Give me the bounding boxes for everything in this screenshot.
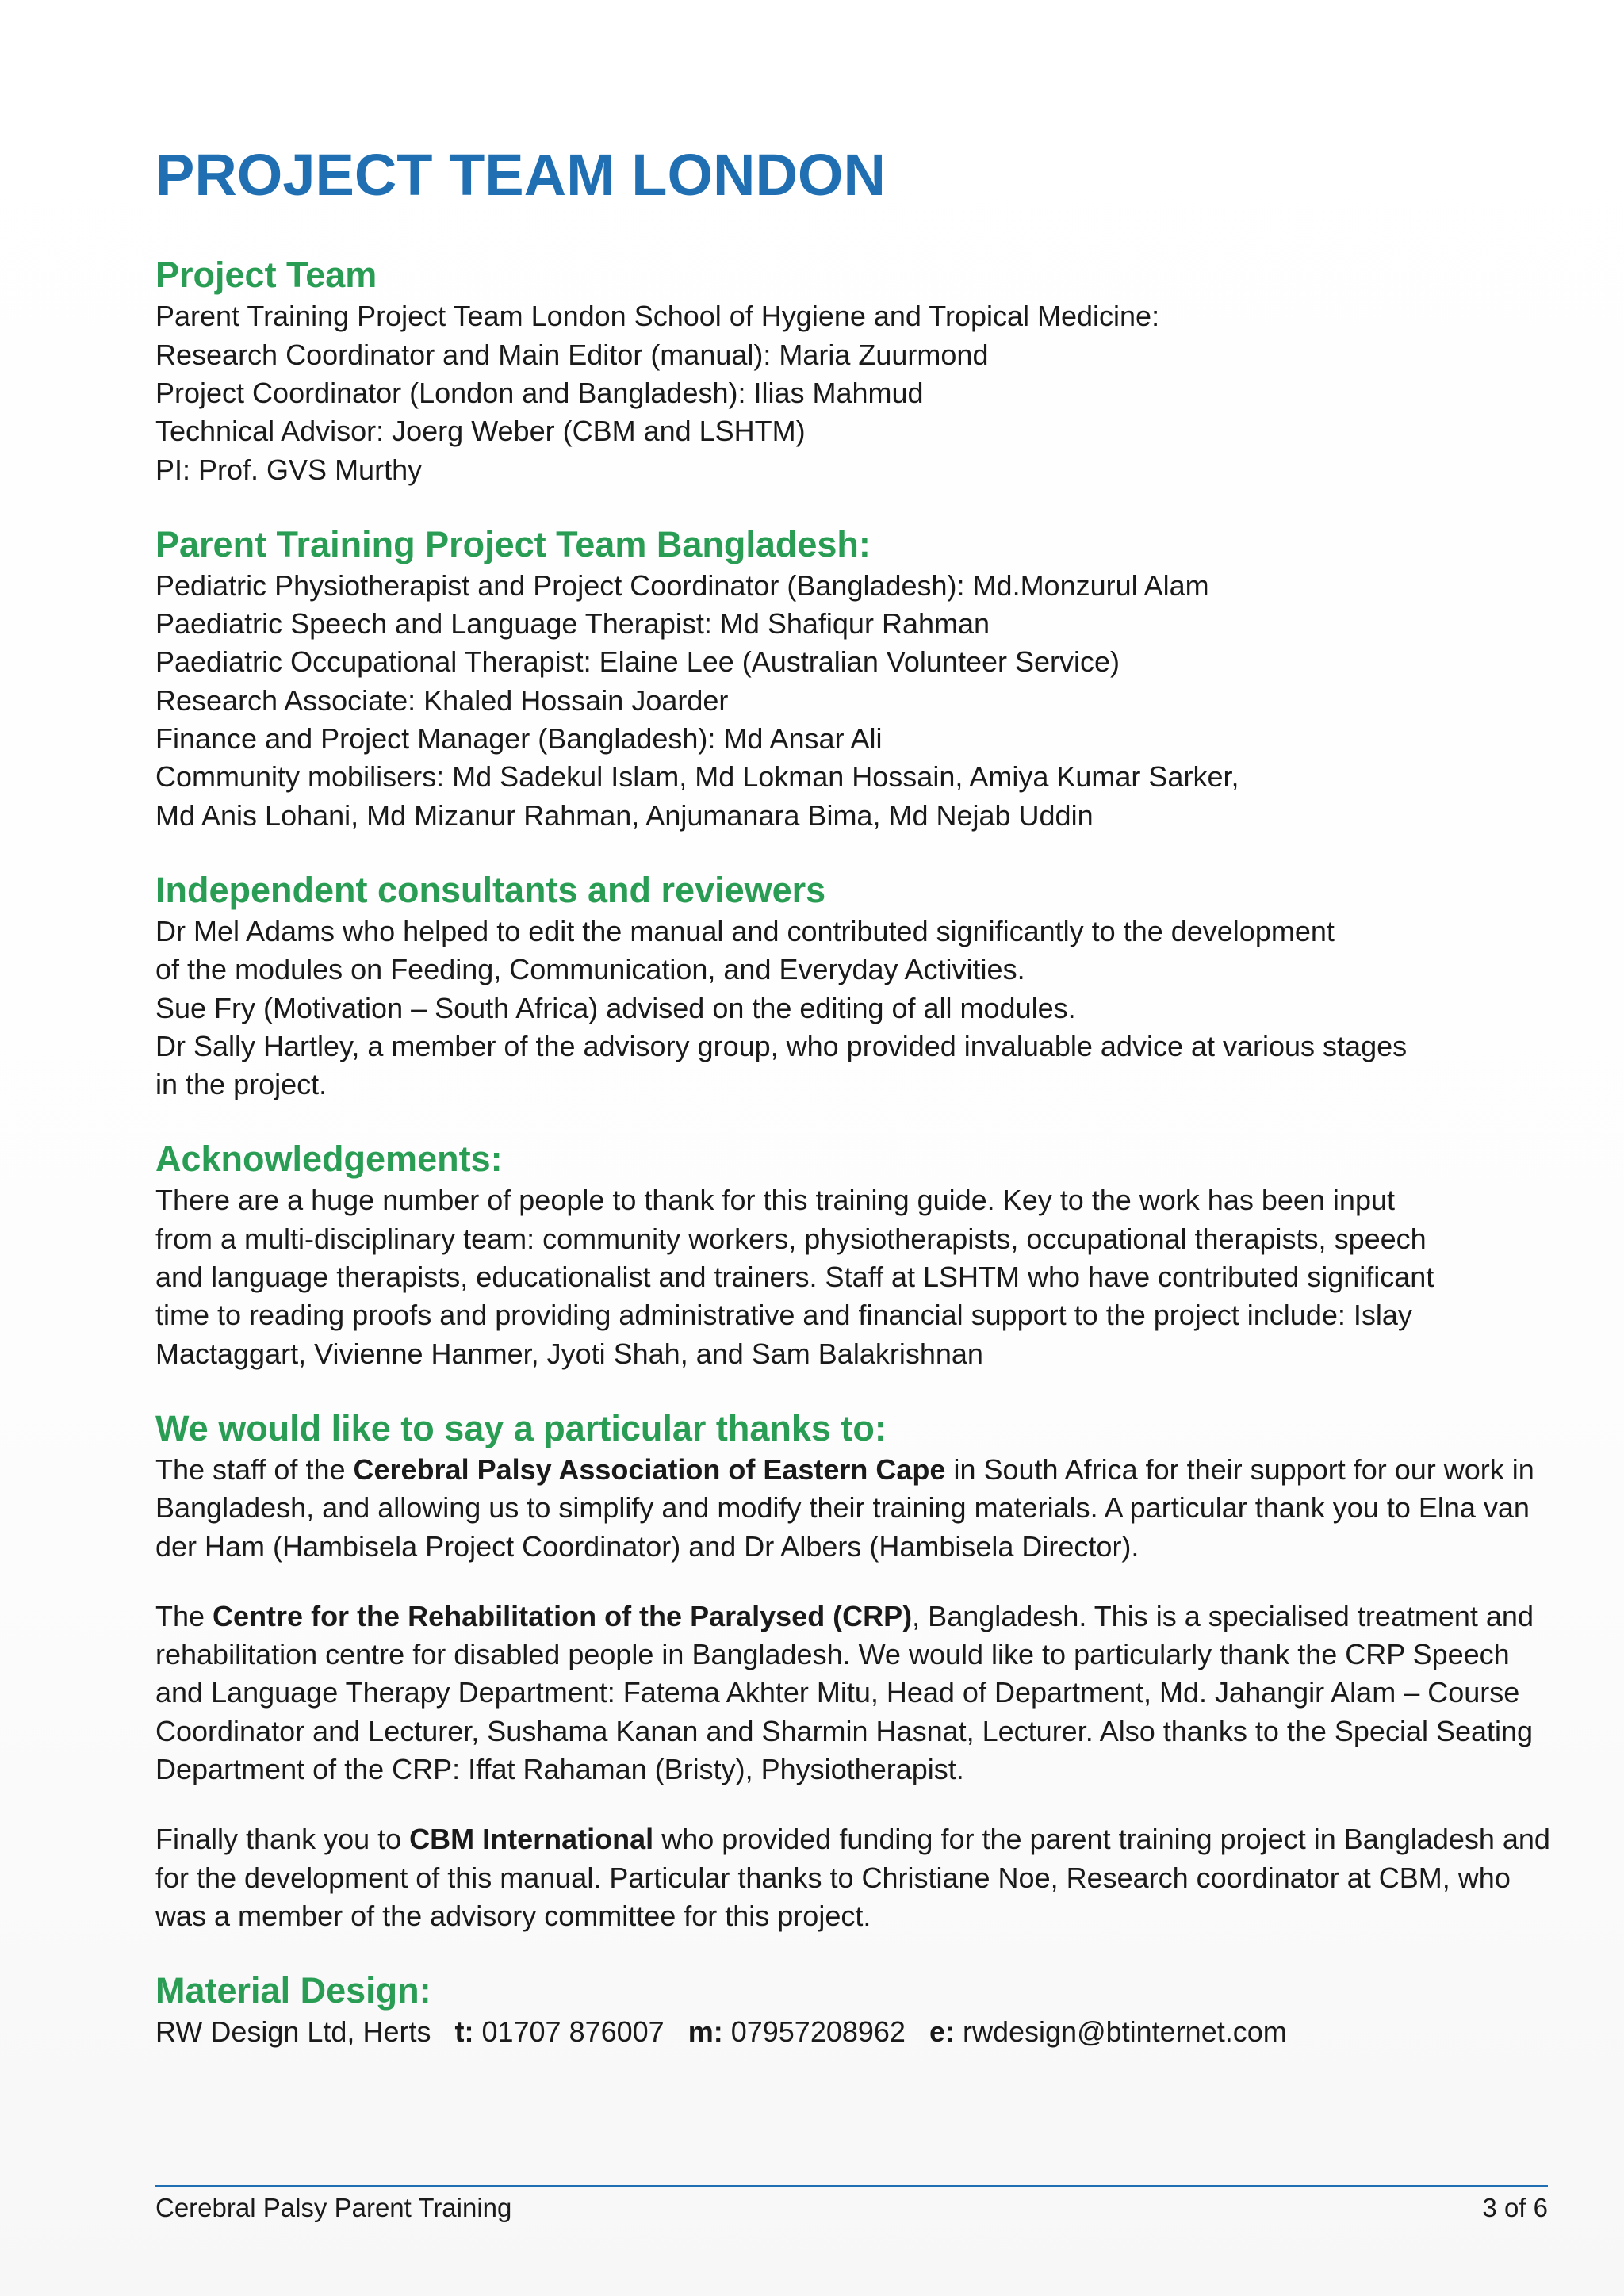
organisation-name: Cerebral Palsy Association of Eastern Cape: [353, 1452, 946, 1486]
footer-page-number: 3 of 6: [1482, 2193, 1548, 2222]
text-line: and language therapists, educationalist and trainers. Staff at LSHTM who have contributed significant: [155, 1261, 1434, 1294]
text-line: Md Anis Lohani, Md Mizanur Rahman, Anjumanara Bima, Md Nejab Uddin: [155, 798, 1094, 832]
document-page: [155, 143, 1551, 2084]
para-text: The: [155, 1599, 213, 1632]
para-text: in South Africa for their support for our work in Bangladesh, and allowing us to simplify and modify their training materials. A particular thank you to Elna van der Ham (Hambisela Project Coordinator) and Dr Albers (Hambisela Director).: [155, 1452, 1534, 1563]
text-line: Parent Training Project Team London School of Hygiene and Tropical Medicine:: [155, 300, 1160, 333]
organisation-name: CBM International: [409, 1823, 654, 1856]
text-line: Dr Sally Hartley, a member of the advisory group, who provided invaluable advice at various stages: [155, 1029, 1408, 1062]
text-line: time to reading proofs and providing administrative and financial support to the project include: Islay: [155, 1299, 1412, 1332]
section-consultants: [155, 868, 1551, 1104]
text-line: There are a huge number of people to thank for this training guide. Key to the work has been input: [155, 1184, 1395, 1217]
thanks-paragraph-crp: [155, 1598, 1551, 1789]
footer-rule: [155, 2185, 1548, 2187]
text-line: Research Coordinator and Main Editor (manual): Maria Zuurmond: [155, 338, 989, 371]
text-line: Paediatric Speech and Language Therapist: Md Shafiqur Rahman: [155, 607, 990, 641]
text-line: Project Coordinator (London and Bangladesh): Ilias Mahmud: [155, 376, 924, 409]
phone-value: 01707 876007: [481, 2015, 665, 2049]
phone-label: t:: [454, 2015, 474, 2049]
text-line: Paediatric Occupational Therapist: Elaine Lee (Australian Volunteer Service): [155, 645, 1120, 679]
para-text: The staff of the: [155, 1452, 354, 1486]
para-text: , Bangladesh. This is a specialised treatment and rehabilitation centre for disabled people in Bangladesh. We would like to particularly thank the CRP Speech and Language Therapy Department: Fatema Akhter Mitu, Head of Department, Md. Jahangir Alam – Course Coordinator and Lecturer, Sushama Kanan and Sharmin Hasnat, Lecturer. Also thanks to the Special Seating Department of the CRP: Iffat Rahaman (Bristy), Physiotherapist.: [155, 1599, 1534, 1785]
section-bangladesh-team: [155, 522, 1551, 835]
contact-line: [155, 2013, 1551, 2051]
design-company: RW Design Ltd, Herts: [155, 2015, 431, 2049]
text-line: from a multi-disciplinary team: community workers, physiotherapists, occupational therapists, speech: [155, 1222, 1427, 1255]
text-line: Sue Fry (Motivation – South Africa) advised on the editing of all modules.: [155, 991, 1076, 1024]
text-line: Finance and Project Manager (Bangladesh): Md Ansar Ali: [155, 722, 883, 756]
text-line: PI: Prof. GVS Murthy: [155, 453, 423, 486]
email-value: rwdesign@btinternet.com: [963, 2015, 1287, 2049]
text-line: in the project.: [155, 1068, 327, 1101]
section-heading: Independent consultants and reviewers: [155, 869, 826, 910]
text-line: Dr Mel Adams who helped to edit the manual and contributed significantly to the development: [155, 914, 1335, 947]
page-title: PROJECT TEAM LONDON: [155, 142, 886, 208]
text-line: Research Associate: Khaled Hossain Joarder: [155, 683, 729, 717]
text-line: Mactaggart, Vivienne Hanmer, Jyoti Shah, and Sam Balakrishnan: [155, 1337, 983, 1370]
section-acknowledgements: [155, 1137, 1551, 1372]
text-line: Community mobilisers: Md Sadekul Islam, Md Lokman Hossain, Amiya Kumar Sarker,: [155, 760, 1239, 794]
section-heading: Project Team: [155, 254, 377, 296]
section-heading: Material Design:: [155, 1970, 431, 2011]
organisation-name: Centre for the Rehabilitation of the Paralysed (CRP): [213, 1599, 913, 1632]
section-heading: Parent Training Project Team Bangladesh:: [155, 523, 871, 564]
mobile-value: 07957208962: [730, 2015, 906, 2049]
text-line: of the modules on Feeding, Communication, and Everyday Activities.: [155, 953, 1025, 986]
section-thanks: [155, 1406, 1551, 1935]
section-material-design: [155, 1969, 1551, 2051]
thanks-paragraph-cbm: [155, 1820, 1551, 1935]
para-text: Finally thank you to: [155, 1823, 410, 1856]
para-text: who provided funding for the parent training project in Bangladesh and for the development of this manual. Particular thanks to Christiane Noe, Research coordinator at CBM, who was a member of the advisory committee for this project.: [155, 1823, 1550, 1932]
section-heading: Acknowledgements:: [155, 1138, 503, 1180]
text-line: Pediatric Physiotherapist and Project Coordinator (Bangladesh): Md.Monzurul Alam: [155, 568, 1209, 602]
mobile-label: m:: [688, 2015, 723, 2049]
footer-document-title: Cerebral Palsy Parent Training: [155, 2193, 512, 2222]
section-project-team: [155, 253, 1551, 488]
email-label: e:: [929, 2015, 955, 2049]
section-heading: We would like to say a particular thanks to:: [155, 1407, 887, 1448]
text-line: Technical Advisor: Joerg Weber (CBM and LSHTM): [155, 415, 806, 448]
thanks-paragraph-cpa: [155, 1451, 1551, 1566]
